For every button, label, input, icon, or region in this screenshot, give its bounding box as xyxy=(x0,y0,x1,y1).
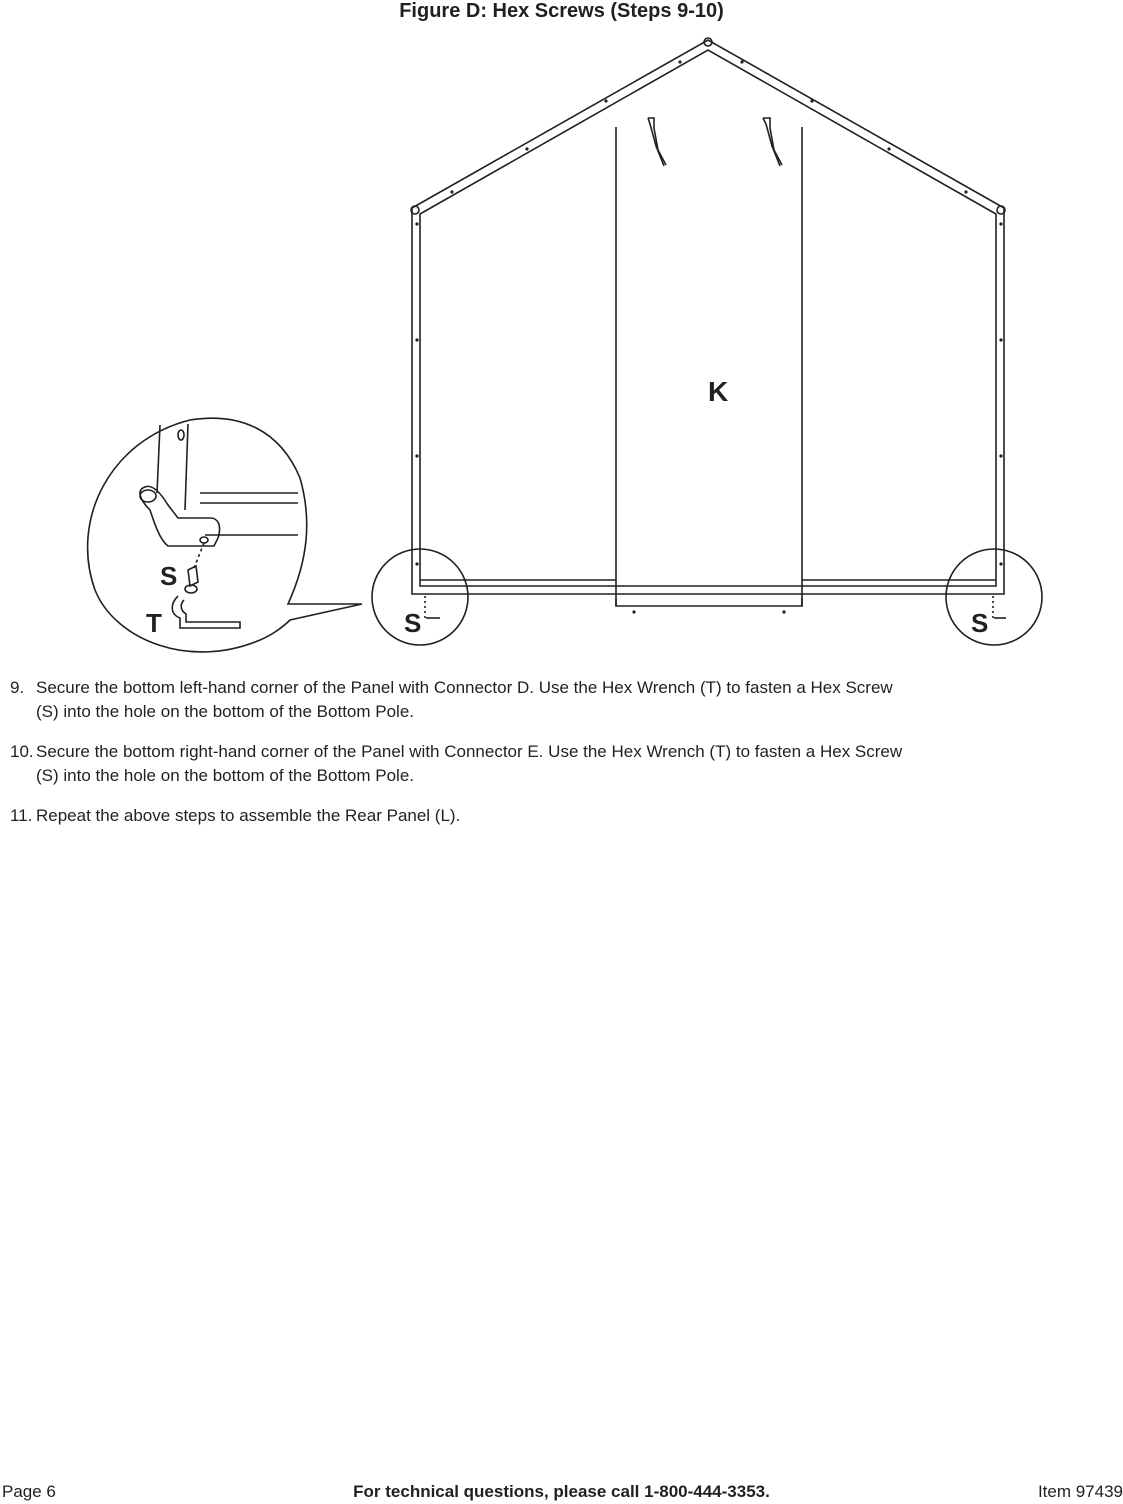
tech-support-line: For technical questions, please call 1-800-444-3353. xyxy=(353,1482,770,1501)
page-footer xyxy=(0,1482,1123,1504)
page-number: Page 6 xyxy=(2,1482,56,1501)
item-number: Item 97439 xyxy=(1037,1482,1123,1501)
assembly-figure xyxy=(0,28,1123,668)
label-screw-right: S xyxy=(971,608,989,638)
step-number: 11. xyxy=(10,806,33,825)
callout-circle-right xyxy=(946,549,1042,645)
instruction-steps xyxy=(10,676,910,844)
step-11 xyxy=(10,804,910,828)
step-number: 9. xyxy=(10,678,25,697)
label-screw-left: S xyxy=(404,608,422,638)
figure-title: Figure D: Hex Screws (Steps 9-10) xyxy=(399,0,724,22)
step-9 xyxy=(10,676,910,724)
step-text: Secure the bottom left-hand corner of the Panel with Connector D. Use the Hex Wrench (T) to fasten a Hex Screw (S) into the hole on the bottom of the Bottom Pole. xyxy=(36,678,893,721)
step-text: Repeat the above steps to assemble the Rear Panel (L). xyxy=(36,806,461,825)
panel-frame-outer xyxy=(412,40,1004,594)
label-panel-k: K xyxy=(708,376,729,407)
step-number: 10. xyxy=(10,742,34,761)
frame-rivets xyxy=(415,60,1002,613)
panel-frame-inner xyxy=(420,50,996,586)
door-bottom-flap xyxy=(616,598,802,606)
label-detail-wrench: T xyxy=(146,608,162,638)
label-detail-screw: S xyxy=(160,561,178,591)
step-text: Secure the bottom right-hand corner of the Panel with Connector E. Use the Hex Wrench (T) to fasten a Hex Screw (S) into the hole on the bottom of the Bottom Pole. xyxy=(36,742,903,785)
step-10 xyxy=(10,740,910,788)
